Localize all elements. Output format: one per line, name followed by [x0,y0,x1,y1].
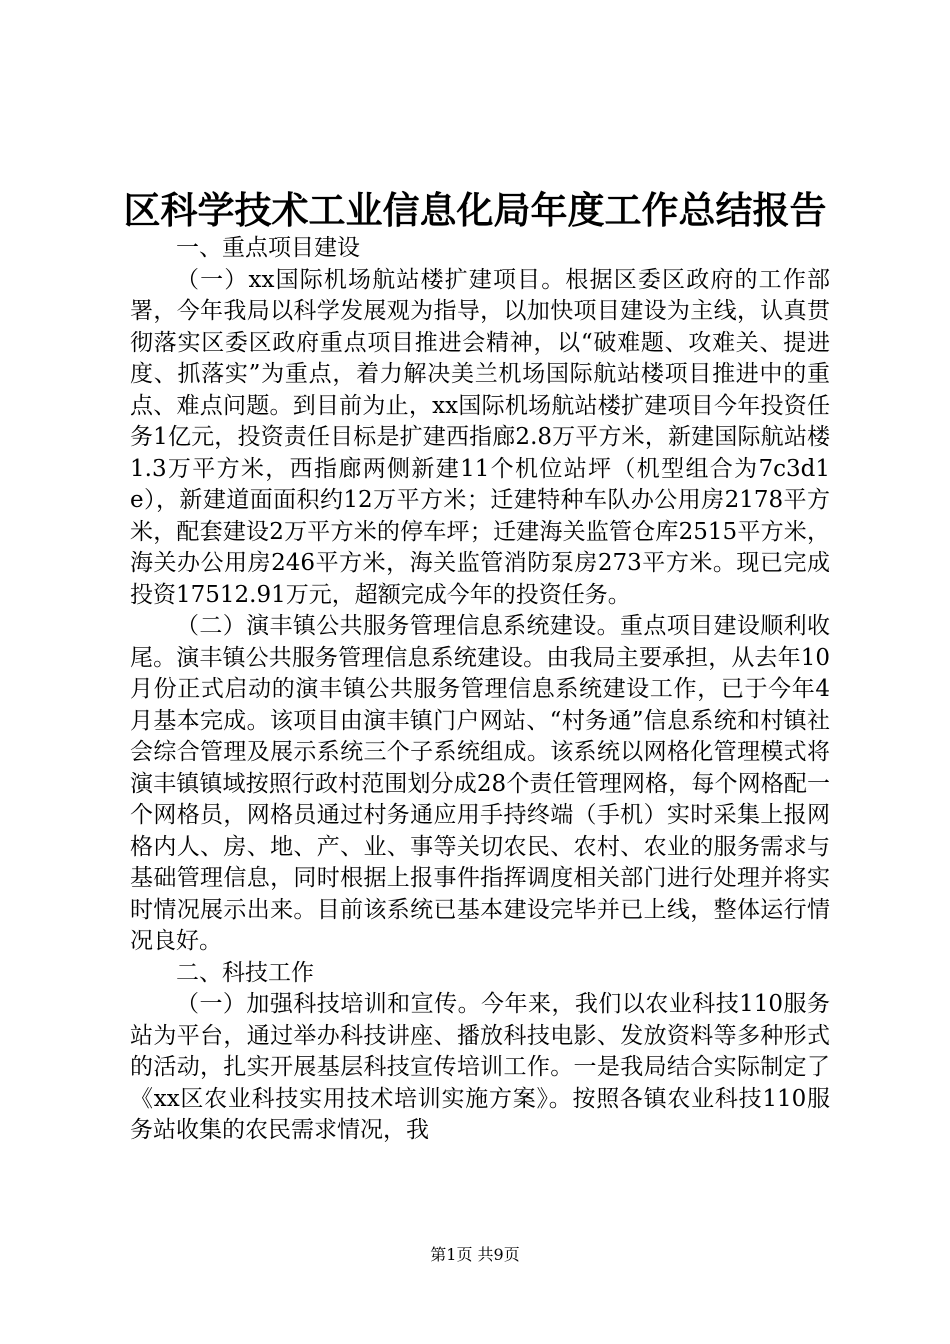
paragraph-1: （一）xx国际机场航站楼扩建项目。根据区委区政府的工作部署，今年我局以科学发展观为指导，以加快项目建设为主线，认真贯彻落实区委区政府重点项目推进会精神，以“破难题、攻难关、提进度、抓落实”为重点，着力解决美兰机场国际航站楼项目推进中的重点、难点问题。到目前为止，xx国际机场航站楼扩建项目今年投资任务1亿元，投资责任目标是扩建西指廊2.8万平方米，新建国际航站楼1.3万平方米，西指廊两侧新建11个机位站坪（机型组合为7c3d1e），新建道面面积约12万平方米；迁建特种车队办公用房2178平方米，配套建设2万平方米的停车坪；迁建海关监管仓库2515平方米，海关办公用房246平方米，海关监管消防泵房273平方米。现已完成投资17512.91万元，超额完成今年的投资任务。 [130,266,830,608]
section-heading-1: 一、重点项目建设 [176,235,360,261]
section-heading-2: 二、科技工作 [176,959,314,986]
paragraph-3: （一）加强科技培训和宣传。今年来，我们以农业科技110服务站为平台，通过举办科技讲座、播放科技电影、发放资料等多种形式的活动，扎实开展基层科技宣传培训工作。一是我局结合实际制定了《xx区农业科技实用技术培训实施方案》。按照各镇农业科技110服务站收集的农民需求情况，我 [130,991,830,1143]
document-title: 区科学技术工业信息化局年度工作总结报告 [123,188,827,232]
document-body [130,233,830,1147]
paragraph-2: （二）演丰镇公共服务管理信息系统建设。重点项目建设顺利收尾。演丰镇公共服务管理信息系统建设。由我局主要承担，从去年10月份正式启动的演丰镇公共服务管理信息系统建设工作，已于今年4月基本完成。该项目由演丰镇门户网站、“村务通”信息系统和村镇社会综合管理及展示系统三个子系统组成。该系统以网格化管理模式将演丰镇镇域按照行政村范围划分成28个责任管理网格，每个网格配一个网格员，网格员通过村务通应用手持终端（手机）实时采集上报网格内人、房、地、产、业、事等关切农民、农村、农业的服务需求与基础管理信息，同时根据上报事件指挥调度相关部门进行处理并将实时情况展示出来。目前该系统已基本建设完毕并已上线，整体运行情况良好。 [130,613,830,954]
page-footer: 第1页 共9页 [430,1245,520,1264]
